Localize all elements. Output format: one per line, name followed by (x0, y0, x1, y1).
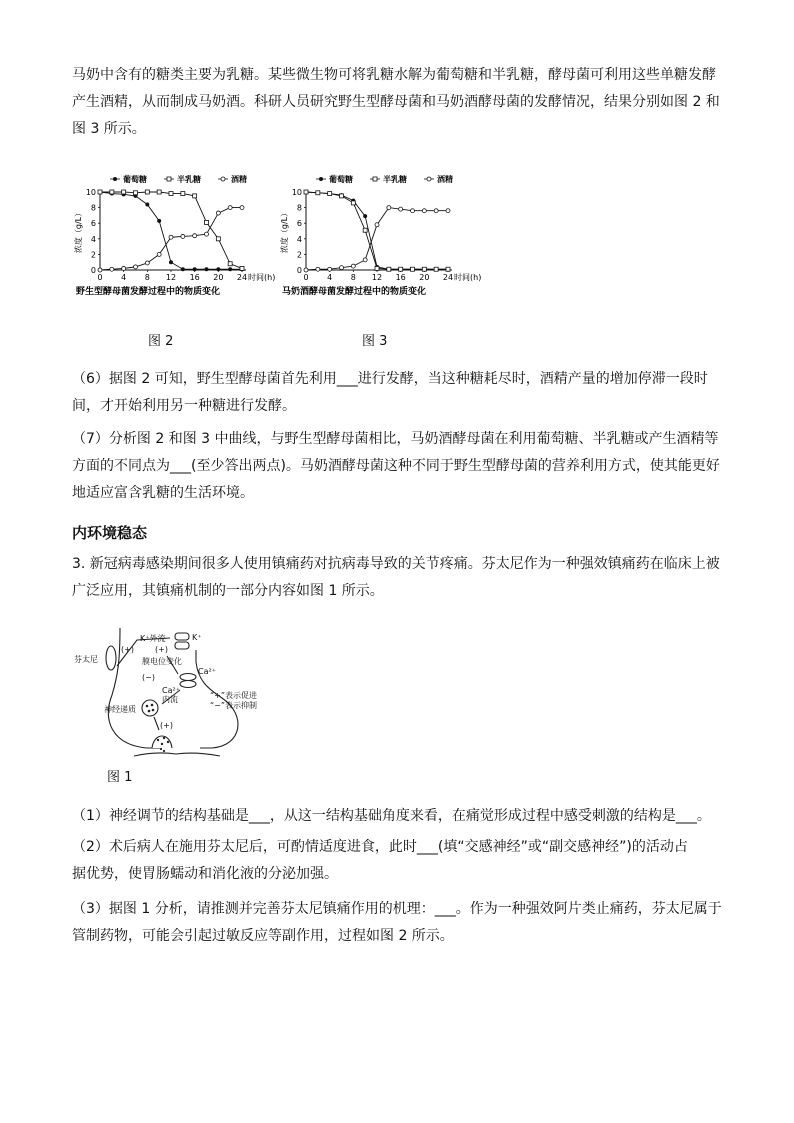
data-point-1-0 (98, 190, 102, 194)
legend-marker-2 (427, 177, 431, 181)
data-point-2-0 (304, 268, 308, 272)
x-tick-label: 4 (121, 273, 127, 282)
q7-line-2: 方面的不同点为___(至少答出两点)。马奶酒酵母菌这种不同于野生型酵母菌的营养利用方式，使其能更好 (72, 458, 720, 474)
label-k-ion: K⁺ (192, 633, 202, 642)
postsynaptic-membrane (134, 753, 220, 756)
y-tick-label: 8 (90, 203, 96, 213)
data-point-2-7 (181, 234, 185, 238)
q3-3-line-2: 管制药物，可能会引起过敏反应等副作用，过程如图 2 所示。 (72, 928, 454, 944)
q3-2-line-1: （2）术后病人在施用芬太尼后，可酌情适度进食，此时___(填“交感神经”或“副交感神经”)的活动占 (72, 839, 688, 855)
intro-paragraph (72, 62, 724, 143)
y-tick-label: 0 (90, 266, 96, 275)
y-tick-label: 10 (291, 188, 302, 197)
y-tick-label: 0 (296, 266, 302, 275)
data-point-1-10 (216, 237, 220, 241)
label-plus-1: (+) (121, 645, 134, 654)
label-legend-minus: “−”表示抑制 (210, 701, 257, 710)
data-point-0-8 (193, 267, 197, 271)
data-point-2-9 (411, 209, 415, 213)
series-line-2 (306, 208, 448, 270)
section-heading: 内环境稳态 (72, 524, 148, 542)
data-point-1-11 (228, 262, 232, 266)
intro-line-1: 马奶中含有的糖类主要为乳糖。某些微生物可将乳糖水解为葡萄糖和半乳糖，酵母菌可利用这些单糖发酵 (72, 67, 716, 83)
y-tick-label: 4 (90, 234, 96, 244)
x-tick-label: 24 (236, 273, 248, 282)
x-tick-label: 0 (97, 273, 103, 282)
x-axis-label: 时间(h) (454, 273, 482, 282)
data-point-2-0 (98, 268, 102, 272)
x-tick-label: 16 (189, 273, 200, 282)
k-channel (175, 633, 189, 640)
data-point-2-7 (387, 206, 391, 210)
x-tick-label: 0 (303, 273, 309, 282)
y-axis-label: 浓度（g/L） (280, 208, 289, 254)
data-point-1-5 (157, 190, 161, 194)
x-tick-label: 8 (350, 273, 356, 282)
legend-marker-2 (221, 177, 225, 181)
question-3-1 (72, 803, 724, 830)
question-7 (72, 426, 724, 507)
figure-2-caption: 图 2 (148, 334, 174, 349)
legend-label-1: 半乳糖 (177, 175, 201, 184)
label-ca-in-1: Ca²⁺ (162, 686, 180, 695)
data-point-1-6 (169, 192, 173, 196)
q6-line-2: 间，才开始利用另一种糖进行发酵。 (72, 398, 296, 414)
x-tick-label: 12 (165, 273, 177, 282)
label-k-out: K⁺外流 (140, 634, 166, 643)
data-point-0-5 (363, 214, 367, 218)
data-point-2-8 (193, 234, 197, 238)
data-point-1-4 (351, 201, 355, 205)
data-point-2-3 (134, 265, 138, 269)
q3-3-line-1: （3）据图 1 分析，请推测并完善芬太尼镇痛作用的机理：___。作为一种强效阿片类止痛药，芬太尼属于 (72, 901, 722, 917)
intro-line-2: 产生酒精，从而制成马奶酒。科研人员研究野生型酵母菌和马奶酒酵母菌的发酵情况，结果分别如图 2 和 (72, 94, 720, 110)
data-point-0-11 (228, 267, 232, 271)
legend-label-0: 葡萄糖 (329, 175, 353, 184)
data-point-1-1 (110, 190, 114, 194)
presynaptic-membrane (108, 628, 160, 748)
data-point-1-4 (145, 190, 149, 194)
x-tick-label: 16 (395, 273, 406, 282)
series-line-0 (306, 192, 448, 269)
label-ca-ion: Ca²⁺ (198, 667, 216, 676)
label-minus: (−) (142, 673, 155, 682)
legend-label-1: 半乳糖 (383, 175, 407, 184)
data-point-1-0 (304, 190, 308, 194)
question-6 (72, 366, 724, 420)
y-tick-label: 6 (296, 219, 302, 229)
figure-2-chart (72, 170, 282, 315)
y-tick-label: 4 (296, 234, 302, 244)
figure-3-caption: 图 3 (362, 334, 388, 349)
fentanyl-receptor (106, 646, 116, 670)
data-point-0-7 (181, 267, 185, 271)
q3-line-1: 3. 新冠病毒感染期间很多人使用镇痛药对抗病毒导致的关节疼痛。芬太尼作为一种强效镇痛药在临床上被 (72, 556, 720, 572)
y-tick-label: 6 (90, 219, 96, 229)
q3-line-2: 广泛应用，其镇痛机制的一部分内容如图 1 所示。 (72, 583, 384, 599)
legend-label-2: 酒精 (231, 175, 247, 184)
label-fentanyl: 芬太尼 (74, 655, 98, 664)
data-point-1-10 (422, 267, 426, 271)
data-point-0-4 (145, 202, 149, 206)
data-point-2-8 (399, 207, 403, 211)
q7-line-3: 地适应富含乳糖的生活环境。 (72, 485, 254, 501)
label-ca-in-2: 内流 (162, 695, 178, 704)
data-point-1-8 (399, 267, 403, 271)
y-tick-label: 10 (85, 188, 96, 197)
label-membrane: 膜电位变化 (142, 657, 182, 666)
data-point-2-12 (240, 206, 244, 210)
x-tick-label: 12 (371, 273, 383, 282)
y-axis-label: 浓度（g/L） (74, 208, 83, 254)
question-3-3 (72, 896, 724, 950)
data-point-1-11 (434, 267, 438, 271)
data-point-2-4 (351, 264, 355, 268)
data-point-2-10 (422, 209, 426, 213)
data-point-1-9 (205, 220, 209, 224)
data-point-2-4 (145, 261, 149, 265)
data-point-2-6 (375, 223, 379, 227)
x-tick-label: 4 (327, 273, 333, 282)
data-point-0-6 (169, 260, 173, 264)
x-tick-label: 20 (213, 273, 224, 282)
data-point-2-5 (157, 252, 161, 256)
label-legend-plus: “+”表示促进 (210, 691, 257, 700)
data-point-1-6 (375, 266, 379, 270)
y-tick-label: 2 (296, 250, 302, 260)
intro-line-3: 图 3 所示。 (72, 121, 146, 137)
data-point-2-9 (205, 232, 209, 236)
synaptic-vesicle (142, 700, 158, 716)
data-point-1-9 (411, 267, 415, 271)
figure-1-diagram (72, 620, 282, 760)
data-point-2-3 (340, 266, 344, 270)
data-point-2-1 (110, 267, 114, 271)
x-axis-label: 时间(h) (248, 273, 276, 282)
chart-title: 野生型酵母菌发酵过程中的物质变化 (76, 287, 221, 297)
data-point-2-2 (122, 266, 126, 270)
data-point-2-11 (228, 206, 232, 210)
data-point-1-7 (181, 192, 185, 196)
data-point-1-5 (363, 228, 367, 232)
q7-line-1: （7）分析图 2 和图 3 中曲线，与野生型酵母菌相比，马奶酒酵母菌在利用葡萄糖、半乳糖或产生酒精等 (72, 431, 719, 447)
data-point-2-12 (446, 209, 450, 213)
legend-marker-0 (319, 177, 323, 181)
data-point-0-5 (157, 219, 161, 223)
data-point-1-8 (193, 194, 197, 198)
q6-line-1: （6）据图 2 可知，野生型酵母菌首先利用___进行发酵，当这种糖耗尽时，酒精产量的增加停滞一段时 (72, 371, 708, 387)
legend-marker-1 (373, 177, 377, 181)
q3-2-line-2: 据优势，使胃肠蠕动和消化液的分泌加强。 (72, 866, 338, 882)
data-point-1-2 (122, 190, 126, 194)
data-point-2-10 (216, 211, 220, 215)
series-line-1 (100, 192, 242, 268)
label-plus-2: (+) (155, 645, 168, 654)
x-tick-label: 20 (419, 273, 430, 282)
ca-channel (180, 674, 196, 681)
data-point-2-5 (363, 258, 367, 262)
data-point-2-6 (169, 235, 173, 239)
data-point-2-11 (434, 209, 438, 213)
legend-marker-1 (167, 177, 171, 181)
data-point-1-1 (316, 191, 320, 195)
x-tick-label: 8 (144, 273, 150, 282)
y-tick-label: 2 (90, 250, 96, 260)
label-neurotransmitter: 神经递质 (104, 705, 136, 714)
data-point-1-3 (340, 194, 344, 198)
data-point-1-7 (387, 267, 391, 271)
label-plus-3: (+) (160, 721, 173, 730)
chart-title: 马奶酒酵母菌发酵过程中的物质变化 (282, 287, 427, 297)
q3-1-line-1: （1）神经调节的结构基础是___，从这一结构基础角度来看，在痛觉形成过程中感受刺激的结构是___。 (72, 808, 711, 824)
figure-1-caption: 图 1 (107, 770, 133, 785)
question-3-2 (72, 834, 724, 888)
question-3 (72, 551, 724, 605)
legend-label-0: 葡萄糖 (123, 175, 147, 184)
data-point-2-1 (316, 267, 320, 271)
data-point-1-2 (328, 192, 332, 196)
legend-label-2: 酒精 (437, 175, 453, 184)
series-line-1 (306, 192, 448, 269)
data-point-1-12 (240, 266, 244, 270)
legend-marker-0 (113, 177, 117, 181)
data-point-2-2 (328, 267, 332, 271)
series-line-0 (100, 192, 242, 269)
x-tick-label: 24 (442, 273, 454, 282)
data-point-1-3 (134, 191, 138, 195)
y-tick-label: 8 (296, 203, 302, 213)
data-point-0-9 (205, 267, 209, 271)
figure-3-chart (278, 170, 488, 315)
data-point-0-10 (216, 267, 220, 271)
data-point-1-12 (446, 267, 450, 271)
